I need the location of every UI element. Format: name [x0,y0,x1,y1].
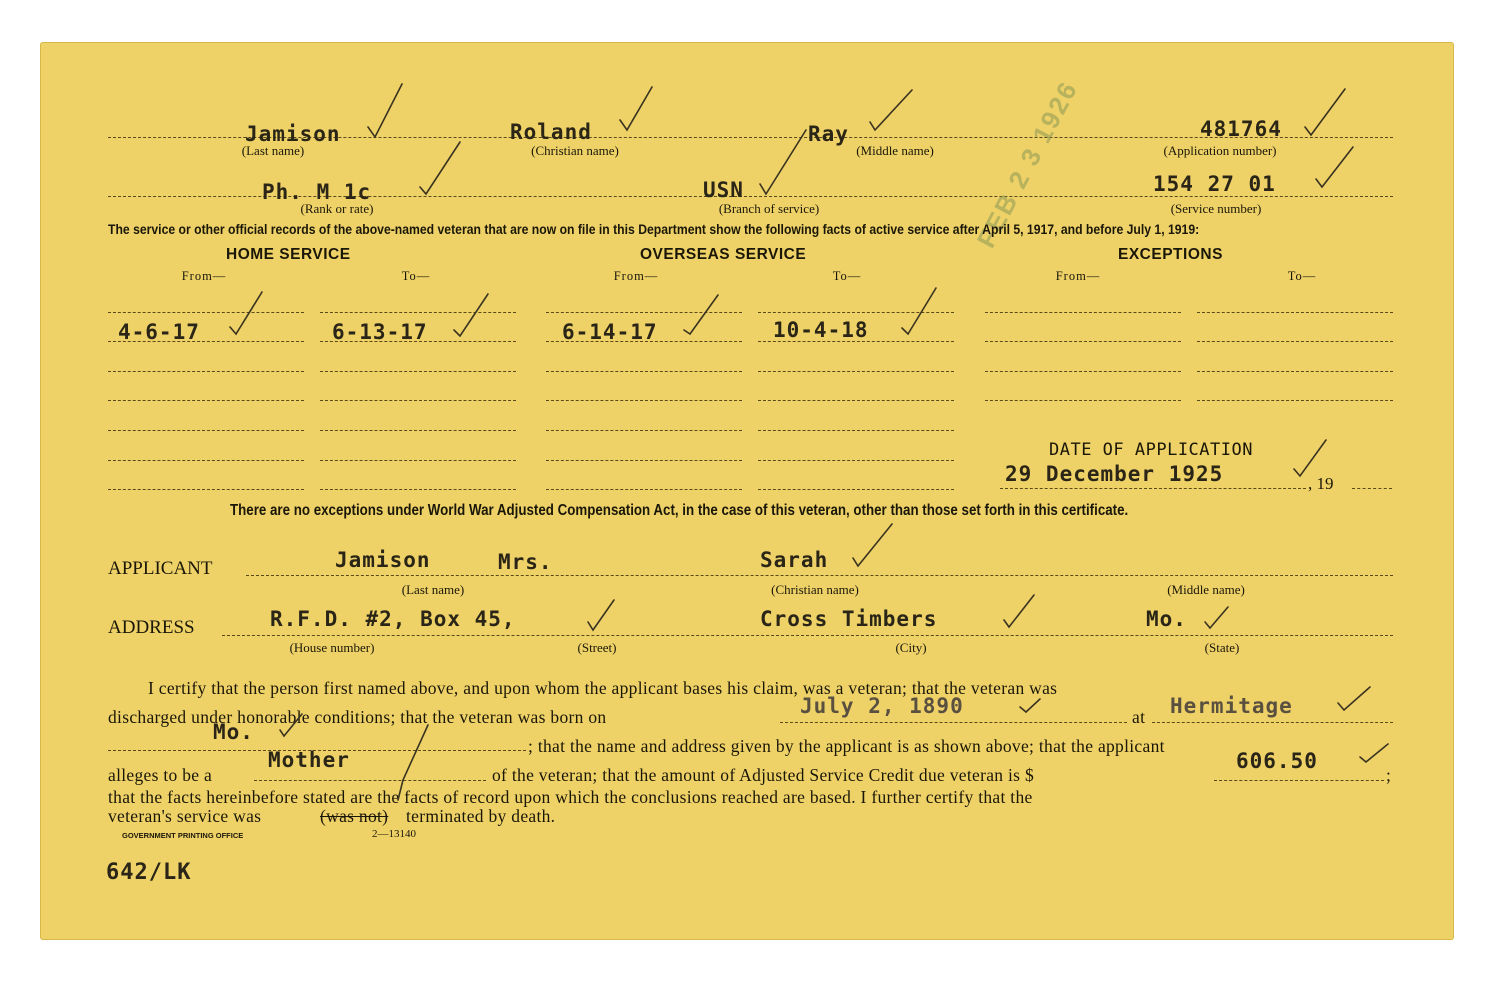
veteran-christian-name: Roland [510,120,592,144]
check-icon [684,295,718,334]
check-icon [1338,687,1370,710]
check-marks [40,42,1454,940]
date-of-application-value: 29 December 1925 [1005,462,1224,486]
rank-value: Ph. M 1c [262,180,372,204]
check-icon [368,84,402,137]
applicant-title: Mrs. [498,550,553,574]
home-service-heading: HOME SERVICE [226,246,351,263]
check-icon [1004,595,1034,627]
caption-city: (City) [895,640,927,655]
check-icon [454,294,488,336]
relationship: Mother [268,748,350,772]
form-code: 2—13140 [372,828,416,840]
certification-line-5: that the facts hereinbefore stated are the facts of record upon which the conclusions reached are based. I further certify that the [108,787,1033,807]
overseas-to-label: To— [832,269,862,283]
certification-line-2a: discharged under honorable conditions; that the veteran was born on [108,707,607,727]
check-icon [760,130,806,194]
address-street: R.F.D. #2, Box 45, [270,607,516,631]
birth-place: Hermitage [1170,694,1293,718]
check-icon [420,142,460,194]
certificate-card [40,42,1454,940]
check-icon [620,87,652,130]
check-icon [280,714,302,736]
caption-branch: (Branch of service) [718,201,820,216]
service-statement: The service or other official records of the above-named veteran that are now on file in this Department show the following facts of active service after April 5, 1917, and before July 1, 1919: [108,222,1200,238]
overseas-from-date: 6-14-17 [562,320,658,344]
check-icon [588,600,614,630]
check-icon [1020,699,1040,712]
home-from-date: 4-6-17 [118,320,200,344]
caption-state: (State) [1204,640,1240,655]
caption-applicant-middle: (Middle name) [1167,582,1245,597]
caption-christian-name: (Christian name) [531,143,619,158]
check-icon [398,725,428,800]
certification-line-1: I certify that the person first named above, and upon whom the applicant bases his claim, was a veteran; that the veteran was [148,678,1058,698]
overseas-service-heading: OVERSEAS SERVICE [640,246,807,263]
check-icon [1205,607,1228,628]
year-prefix: , 19 [1308,474,1334,493]
certification-line-2b: at [1132,707,1146,727]
caption-application-number: (Application number) [1163,143,1277,158]
caption-applicant-last: (Last name) [401,582,465,597]
exceptions-to-label: To— [1287,269,1317,283]
check-icon [902,288,936,334]
received-date-stamp: FEB 2 3 1926 [970,75,1084,253]
check-icon [230,292,262,334]
certification-line-6a: veteran's service was [108,806,262,826]
certification-line-4c: ; [1386,765,1392,785]
home-from-label: From— [181,269,227,283]
caption-middle-name: (Middle name) [856,143,934,158]
branch-value: USN [703,178,744,202]
certification-line-4b: of the veteran; that the amount of Adjusted Service Credit due veteran is $ [492,765,1034,785]
overseas-to-date: 10-4-18 [773,318,869,342]
check-icon [1360,744,1388,762]
caption-rank: (Rank or rate) [300,201,374,216]
caption-service-number: (Service number) [1170,201,1262,216]
address-city: Cross Timbers [760,607,938,631]
caption-last-name: (Last name) [241,143,305,158]
certification-line-3: ; that the name and address given by the applicant is as shown above; that the applicant [528,736,1165,756]
check-icon [1294,440,1326,476]
check-icon [1305,89,1345,135]
no-exceptions-statement: There are no exceptions under World War Adjusted Compensation Act, in the case of this veteran, other than those set forth in this certificate. [230,502,1129,519]
service-number-value: 154 27 01 [1153,172,1276,196]
exceptions-heading: EXCEPTIONS [1118,246,1223,263]
check-icon [1316,147,1353,187]
home-to-label: To— [401,269,431,283]
date-of-application-label: DATE OF APPLICATION [1049,440,1253,460]
application-number: 481764 [1200,117,1282,141]
applicant-christian-name: Sarah [760,548,829,572]
caption-street: (Street) [577,640,617,655]
veteran-middle-name: Ray [808,122,849,146]
certification-line-4a: alleges to be a [108,765,213,785]
certification-line-6b: terminated by death. [406,806,556,826]
caption-applicant-christian: (Christian name) [771,582,859,597]
birth-state: Mo. [213,720,254,744]
applicant-last-name: Jamison [335,548,431,572]
overseas-from-label: From— [613,269,659,283]
file-mark: 642/LK [106,860,192,885]
exceptions-from-label: From— [1055,269,1101,283]
check-icon [853,524,892,566]
home-to-date: 6-13-17 [332,320,428,344]
address-label: ADDRESS [108,617,195,638]
applicant-label: APPLICANT [108,558,213,579]
check-icon [870,90,912,130]
birth-date: July 2, 1890 [800,694,964,718]
veteran-last-name: Jamison [245,122,341,146]
caption-house-number: (House number) [289,640,375,655]
printer-credit: GOVERNMENT PRINTING OFFICE [122,831,244,840]
struck-was-not: (was not) [320,806,389,826]
address-state: Mo. [1146,607,1187,631]
amount: 606.50 [1236,749,1318,773]
